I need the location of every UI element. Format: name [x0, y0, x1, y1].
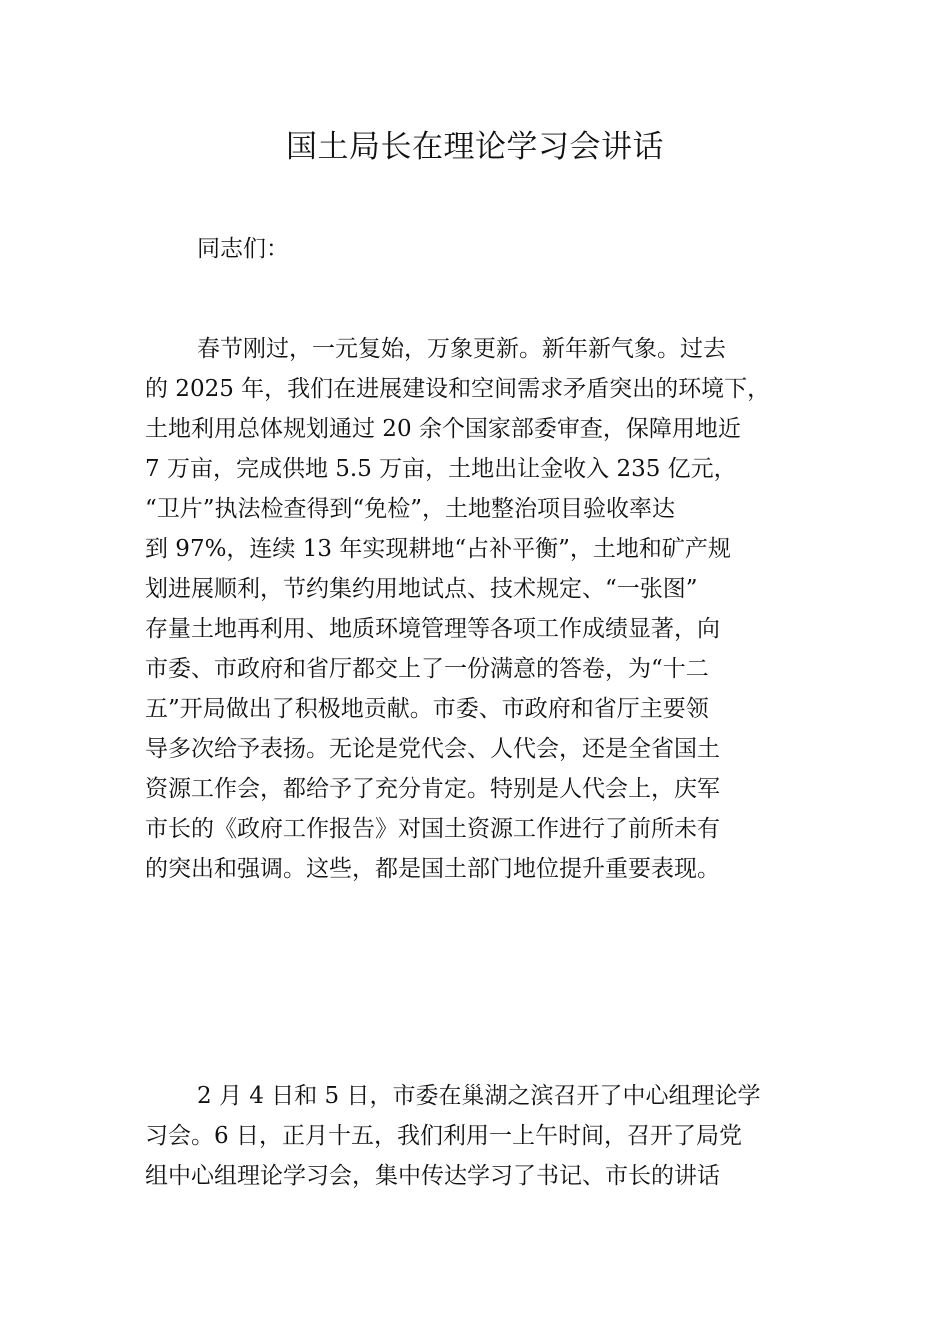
paragraph-line: 组中心组理论学习会，集中传达学习了书记、市长的讲话 — [145, 1163, 720, 1189]
paragraph-line: 五”开局做出了积极地贡献。市委、市政府和省厅主要领 — [145, 696, 709, 722]
salutation: 同志们： — [197, 236, 289, 262]
document-title: 国土局长在理论学习会讲话 — [286, 129, 664, 165]
paragraph-line: 资源工作会，都给予了充分肯定。特别是人代会上，庆军 — [145, 776, 720, 802]
paragraph-line: 市长的《政府工作报告》对国土资源工作进行了前所未有 — [145, 816, 720, 842]
paragraph-line: 2 月 4 日和 5 日，市委在巢湖之滨召开了中心组理论学 — [197, 1083, 761, 1109]
paragraph-line: 7 万亩，完成供地 5.5 万亩，土地出让金收入 235 亿元， — [145, 456, 737, 482]
paragraph-line: 的突出和强调。这些，都是国土部门地位提升重要表现。 — [145, 856, 720, 882]
paragraph-line: 划进展顺利，节约集约用地试点、技术规定、“一张图” — [145, 576, 698, 602]
paragraph-line: “卫片”执法检查得到“免检”，土地整治项目验收率达 — [145, 496, 676, 522]
paragraph-line: 习会。6 日，正月十五，我们利用一上午时间，召开了局党 — [145, 1123, 742, 1149]
paragraph-line: 市委、市政府和省厅都交上了一份满意的答卷，为“十二 — [145, 656, 709, 682]
paragraph-line: 的 2025 年，我们在进展建设和空间需求矛盾突出的环境下， — [145, 376, 771, 402]
paragraph-line: 导多次给予表扬。无论是党代会、人代会，还是全省国土 — [145, 736, 720, 762]
paragraph-2 — [145, 1076, 810, 1196]
paragraph-line: 春节刚过，一元复始，万象更新。新年新气象。过去 — [197, 336, 726, 362]
paragraph-1 — [145, 329, 810, 889]
paragraph-line: 到 97%，连续 13 年实现耕地“占补平衡”，土地和矿产规 — [145, 536, 731, 562]
paragraph-line: 存量土地再利用、地质环境管理等各项工作成绩显著，向 — [145, 616, 720, 642]
paragraph-line: 土地利用总体规划通过 20 余个国家部委审查，保障用地近 — [145, 416, 741, 442]
